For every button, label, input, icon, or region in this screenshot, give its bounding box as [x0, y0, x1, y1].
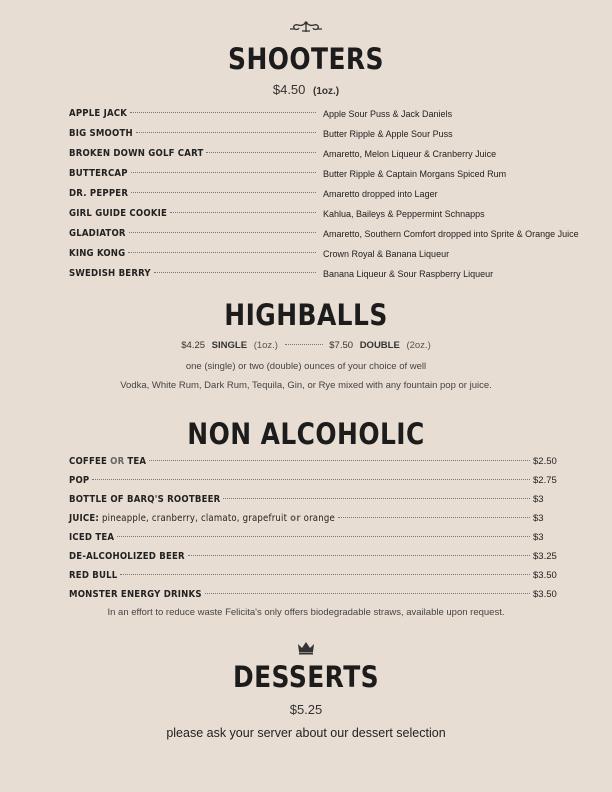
crown-icon — [0, 641, 612, 658]
shooter-name: APPLE JACK — [69, 108, 128, 119]
shooter-name: GLADIATOR — [69, 228, 126, 239]
shooter-name: KING KONG — [69, 248, 126, 259]
single-size: (1oz.) — [253, 340, 278, 351]
shooter-description — [323, 247, 449, 261]
flourish-ornament-icon — [0, 20, 612, 37]
shooter-row — [69, 227, 319, 241]
drink-name: COFFEE — [69, 456, 108, 467]
drink-name-alt: TEA — [127, 456, 147, 467]
or-word: or — [290, 513, 301, 524]
drink-name: RED BULL — [69, 570, 118, 581]
shooter-row — [69, 207, 319, 221]
non-alcoholic-row — [69, 512, 559, 526]
shooters-heading: SHOOTERS — [228, 42, 384, 76]
shooter-desc-text: Amaretto, Southern Comfort dropped into Sprite & Orange Juice — [323, 229, 579, 239]
shooter-name: BUTTERCAP — [69, 168, 128, 179]
shooter-desc-text: Amaretto, Melon Liqueur & Cranberry Juice — [323, 149, 497, 159]
dot-leader — [170, 212, 316, 213]
non-alcoholic-row — [69, 455, 559, 469]
dot-leader — [129, 232, 316, 233]
dot-leader — [131, 172, 316, 173]
drink-price: $3.50 — [533, 570, 557, 581]
dot-leader — [223, 498, 530, 499]
desserts-price: $5.25 — [289, 702, 323, 717]
juice-option-last: orange — [303, 513, 335, 524]
shooters-size: (1oz.) — [313, 86, 340, 97]
highballs-heading: HIGHBALLS — [224, 298, 388, 332]
dot-leader — [92, 479, 530, 480]
double-size: (2oz.) — [406, 340, 431, 351]
shooter-description — [323, 107, 452, 121]
or-word: OR — [110, 456, 125, 467]
non-alcoholic-row — [69, 588, 559, 602]
shooter-desc-text: Banana Liqueur & Sour Raspberry Liqueur — [323, 269, 494, 279]
drink-price: $2.50 — [533, 456, 557, 467]
double-label: DOUBLE — [359, 340, 400, 351]
single-price: $4.25 — [181, 340, 206, 351]
shooter-row — [69, 127, 319, 141]
dot-leader — [117, 536, 530, 537]
non-alcoholic-row — [69, 493, 559, 507]
shooter-name: GIRL GUIDE COOKIE — [69, 208, 168, 219]
dot-leader — [206, 152, 316, 153]
dot-leader — [128, 252, 316, 253]
shooter-description — [323, 207, 485, 221]
shooter-row — [69, 187, 319, 201]
dot-leader — [131, 192, 316, 193]
shooter-row — [69, 167, 319, 181]
single-label: SINGLE — [211, 340, 248, 351]
drink-name: ICED TEA — [69, 532, 115, 543]
desserts-heading: DESSERTS — [232, 660, 380, 694]
shooter-row — [69, 107, 319, 121]
straw-note: In an effort to reduce waste Felicita's only offers biodegradable straws, available upon request. — [107, 607, 505, 618]
drink-name: POP — [69, 475, 90, 486]
double-price: $7.50 — [329, 340, 354, 351]
drink-name: JUICE: — [69, 513, 100, 524]
juice-options: pineapple, cranberry, clamato, grapefruit — [102, 513, 288, 524]
drink-price: $3 — [533, 494, 544, 505]
shooter-name: SWEDISH BERRY — [69, 268, 151, 279]
shooter-description — [323, 147, 496, 161]
shooter-desc-text: Crown Royal & Banana Liqueur — [323, 249, 450, 259]
drink-price: $3 — [533, 513, 544, 524]
non-alcoholic-row — [69, 569, 559, 583]
shooter-row — [69, 247, 319, 261]
drink-name: MONSTER ENERGY DRINKS — [69, 589, 202, 600]
drink-price: $3.25 — [533, 551, 557, 562]
drink-price: $3 — [533, 532, 544, 543]
highballs-line-2: Vodka, White Rum, Dark Rum, Tequila, Gin, or Rye mixed with any fountain pop or juice. — [120, 380, 492, 391]
non-alcoholic-row — [69, 474, 559, 488]
shooter-description — [323, 227, 579, 241]
shooter-description — [323, 187, 438, 201]
dot-leader — [130, 112, 316, 113]
shooter-desc-text: Butter Ripple & Apple Sour Puss — [323, 129, 453, 139]
shooter-row — [69, 147, 319, 161]
shooter-name: BROKEN DOWN GOLF CART — [69, 148, 204, 159]
shooter-description — [323, 267, 493, 281]
dot-leader — [120, 574, 530, 575]
shooter-description — [323, 127, 453, 141]
dot-leader — [338, 517, 530, 518]
dot-leader — [136, 132, 316, 133]
shooters-price-value: $4.50 — [272, 82, 306, 97]
dot-leader — [188, 555, 530, 556]
desserts-note: please ask your server about our dessert selection — [166, 726, 446, 740]
dot-leader — [205, 593, 530, 594]
drink-name: DE-ALCOHOLIZED BEER — [69, 551, 185, 562]
highballs-line-1: one (single) or two (double) ounces of your choice of well — [185, 361, 427, 372]
shooter-description — [323, 167, 506, 181]
shooter-desc-text: Butter Ripple & Captain Morgans Spiced Rum — [323, 169, 507, 179]
drink-name: BOTTLE OF BARQ'S ROOTBEER — [69, 494, 221, 505]
shooter-desc-text: Amaretto dropped into Lager — [323, 189, 438, 199]
dot-leader — [154, 272, 316, 273]
shooters-price — [0, 82, 612, 97]
non-alcoholic-row — [69, 531, 559, 545]
non-alcoholic-row — [69, 550, 559, 564]
non-alcoholic-heading: NON ALCOHOLIC — [187, 417, 425, 451]
highballs-prices — [0, 340, 612, 351]
shooter-name: BIG SMOOTH — [69, 128, 133, 139]
price-leader — [285, 344, 323, 345]
shooter-desc-text: Kahlua, Baileys & Peppermint Schnapps — [323, 209, 485, 219]
dot-leader — [149, 460, 530, 461]
drink-price: $3.50 — [533, 589, 557, 600]
shooter-desc-text: Apple Sour Puss & Jack Daniels — [323, 109, 453, 119]
drink-price: $2.75 — [533, 475, 557, 486]
shooter-name: DR. PEPPER — [69, 188, 129, 199]
shooter-row — [69, 267, 319, 281]
